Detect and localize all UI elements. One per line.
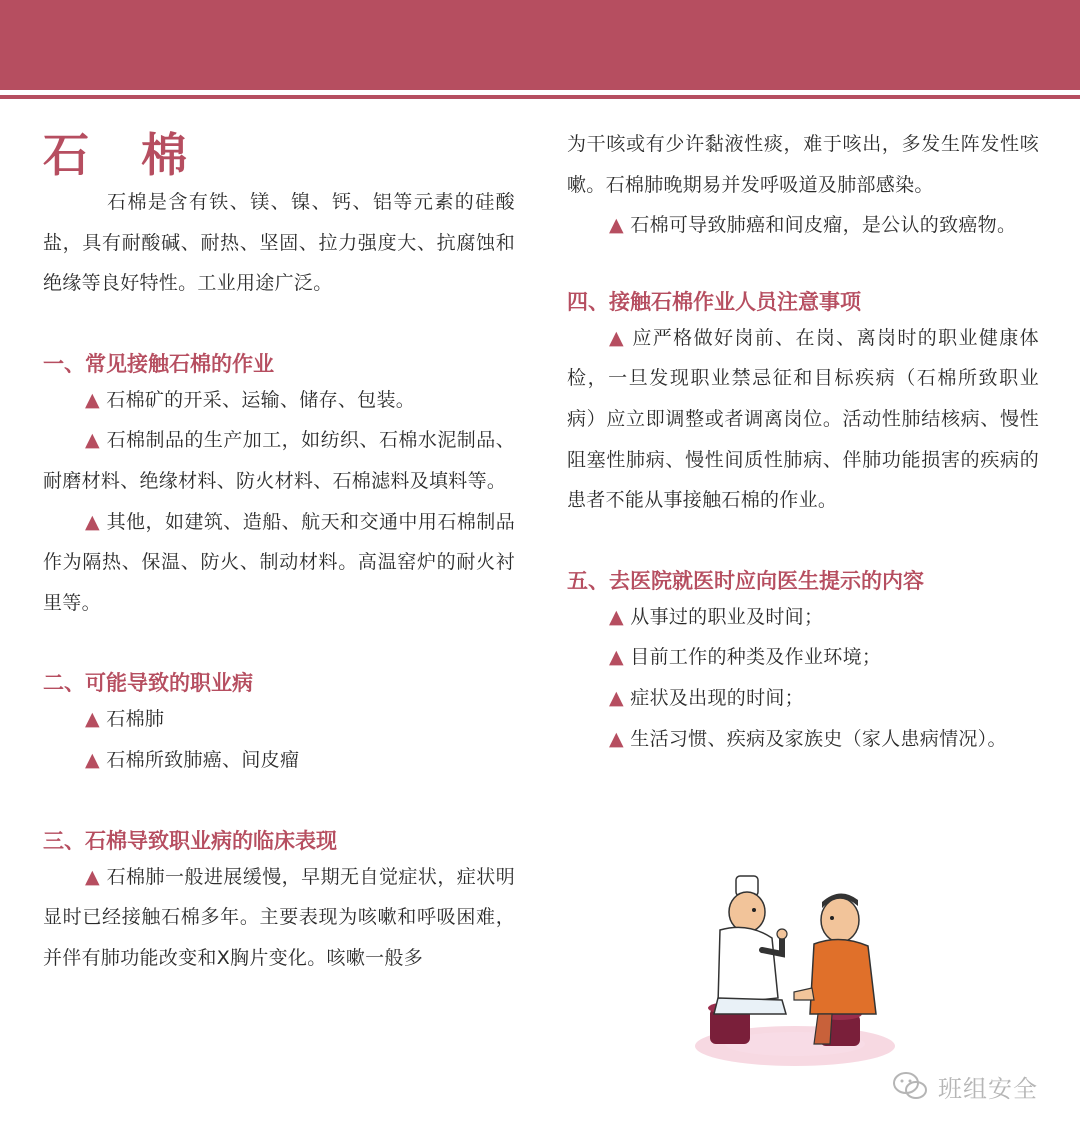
- header-band: [0, 0, 1080, 90]
- right-column: [567, 124, 1039, 759]
- section-3-continuation: 为干咳或有少许黏液性痰，难于咳出，多发生阵发性咳嗽。石棉肺晚期易并发呼吸道及肺部感染。: [567, 133, 1039, 196]
- section-4-heading: 四、接触石棉作业人员注意事项: [567, 289, 861, 314]
- section-3-heading: 三、石棉导致职业病的临床表现: [43, 828, 337, 853]
- header-divider: [0, 95, 1080, 99]
- triangle-bullet-icon: ▲: [609, 646, 624, 669]
- section-1-heading: 一、常见接触石棉的作业: [43, 351, 274, 376]
- intro-paragraph: 石棉是含有铁、镁、镍、钙、铝等元素的硅酸盐，具有耐酸碱、耐热、坚固、拉力强度大、抗腐蚀和绝缘等良好特性。工业用途广泛。: [43, 191, 515, 295]
- list-item: ▲ 从事过的职业及时间；: [609, 605, 824, 628]
- triangle-bullet-icon: ▲: [609, 605, 624, 628]
- section-2-heading: 二、可能导致的职业病: [43, 671, 253, 696]
- triangle-bullet-icon: ▲: [85, 510, 101, 533]
- list-item: ▲ 石棉肺一般进展缓慢，早期无自觉症状，症状明显时已经接触石棉多年。主要表现为咳嗽和呼吸困难，并伴有肺功能改变和X胸片变化。咳嗽一般多: [43, 865, 515, 969]
- triangle-bullet-icon: ▲: [609, 326, 625, 349]
- list-item: ▲ 应严格做好岗前、在岗、离岗时的职业健康体检，一旦发现职业禁忌征和目标疾病（石棉所致职业病）应立即调整或者调离岗位。活动性肺结核病、慢性阻塞性肺病、慢性间质性肺病、伴肺功能损害的疾病的患者不能从事接触石棉的作业。: [567, 326, 1039, 512]
- doctor-patient-illustration: [690, 868, 900, 1068]
- triangle-bullet-icon: ▲: [609, 727, 624, 750]
- page-title: 石 棉: [43, 128, 206, 182]
- list-item: ▲ 石棉可导致肺癌和间皮瘤，是公认的致癌物。: [609, 214, 1017, 237]
- list-item: ▲ 石棉制品的生产加工，如纺织、石棉水泥制品、耐磨材料、绝缘材料、防火材料、石棉滤料及填料等。: [43, 429, 515, 492]
- triangle-bullet-icon: ▲: [85, 708, 100, 731]
- triangle-bullet-icon: ▲: [85, 865, 101, 888]
- list-item: ▲ 目前工作的种类及作业环境；: [609, 646, 882, 669]
- triangle-bullet-icon: ▲: [85, 748, 100, 771]
- list-item: ▲ 症状及出现的时间；: [609, 686, 804, 709]
- section-5-heading: 五、去医院就医时应向医生提示的内容: [567, 568, 924, 593]
- list-item: ▲ 石棉矿的开采、运输、储存、包装。: [85, 388, 416, 411]
- left-column: [43, 128, 515, 978]
- list-item: ▲ 其他，如建筑、造船、航天和交通中用石棉制品作为隔热、保温、防火、制动材料。高温窑炉的耐火衬里等。: [43, 510, 515, 614]
- triangle-bullet-icon: ▲: [85, 388, 100, 411]
- triangle-bullet-icon: ▲: [85, 429, 101, 452]
- list-item: ▲ 石棉肺: [85, 708, 165, 731]
- watermark-text: 班组安全: [938, 1074, 1038, 1103]
- wechat-icon: [892, 1071, 928, 1101]
- list-item: ▲ 石棉所致肺癌、间皮瘤: [85, 748, 300, 771]
- triangle-bullet-icon: ▲: [609, 686, 624, 709]
- list-item: ▲ 生活习惯、疾病及家族史（家人患病情况）。: [609, 727, 1007, 750]
- watermark: [892, 1066, 1038, 1106]
- triangle-bullet-icon: ▲: [609, 214, 624, 237]
